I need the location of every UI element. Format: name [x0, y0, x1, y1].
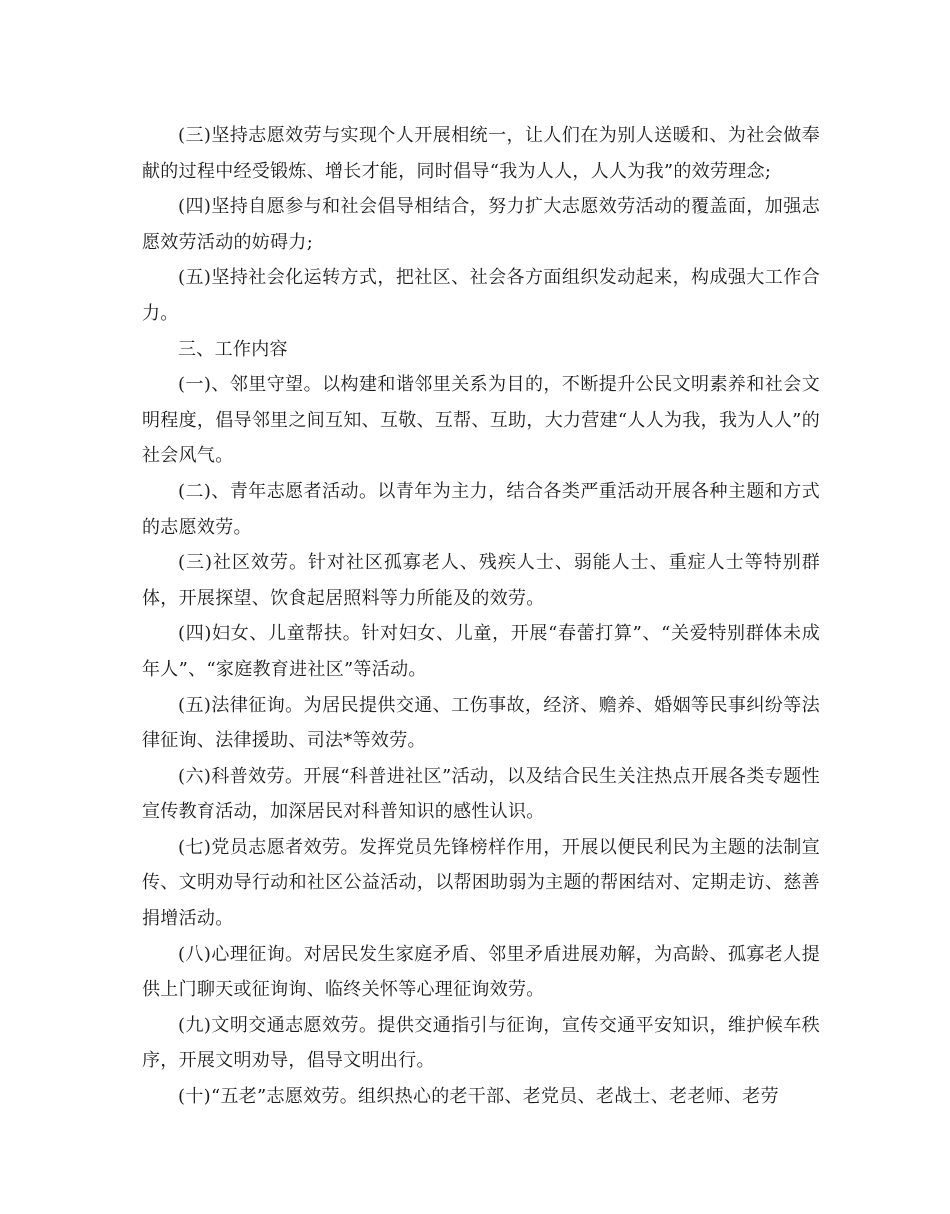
paragraph-item-6: (六)科普效劳。开展“科普进社区”活动，以及结合民生关注热点开展各类专题性宣传教育活动，加深居民对科普知识的感性认识。	[142, 765, 820, 823]
paragraph-item-1: (一)、邻里守望。以构建和谐邻里关系为目的，不断提升公民文明素养和社会文明程度，倡导邻里之间互知、互敬、互帮、互助，大力营建“人人为我，我为人人”的社会风气。	[142, 374, 820, 467]
paragraph-item-10: (十)“五老”志愿效劳。组织热心的老干部、老党员、老战士、老老师、老劳	[178, 1086, 779, 1108]
paragraph-item-3: (三)社区效劳。针对社区孤寡老人、残疾人士、弱能人士、重症人士等特别群体，开展探望、饮食起居照料等力所能及的效劳。	[142, 552, 820, 609]
paragraph-principle-3: (三)坚持志愿效劳与实现个人开展相统一，让人们在为别人送暖和、为社会做奉献的过程中经受锻炼、增长才能，同时倡导“我为人人，人人为我”的效劳理念;	[142, 125, 820, 182]
section-heading-work-content: 三、工作内容	[178, 338, 288, 360]
document-body	[142, 118, 820, 1115]
paragraph-item-7: (七)党员志愿者效劳。发挥党员先锋榜样作用，开展以便民利民为主题的法制宣传、文明劝导行动和社区公益活动，以帮困助弱为主题的帮困结对、定期走访、慈善捐增活动。	[142, 836, 820, 930]
paragraph-item-5: (五)法律征询。为居民提供交通、工伤事故，经济、赡养、婚姻等民事纠纷等法律征询、法律援助、司法*等效劳。	[142, 694, 820, 752]
paragraph-item-4: (四)妇女、儿童帮扶。针对妇女、儿童，开展“春蕾打算”、“关爱特别群体未成年人”、“家庭教育进社区”等活动。	[142, 623, 820, 680]
paragraph-item-9: (九)文明交通志愿效劳。提供交通指引与征询，宣传交通平安知识，维护候车秩序，开展文明劝导，倡导文明出行。	[142, 1014, 820, 1072]
paragraph-principle-5: (五)坚持社会化运转方式，把社区、社会各方面组织发动起来，构成强大工作合力。	[142, 267, 820, 324]
paragraph-item-2: (二)、青年志愿者活动。以青年为主力，结合各类严重活动开展各种主题和方式的志愿效劳。	[142, 480, 820, 538]
paragraph-item-8: (八)心理征询。对居民发生家庭矛盾、邻里矛盾进展劝解，为高龄、孤寡老人提供上门聊天或征询询、临终关怀等心理征询效劳。	[142, 943, 820, 1001]
paragraph-principle-4: (四)坚持自愿参与和社会倡导相结合，努力扩大志愿效劳活动的覆盖面，加强志愿效劳活动的妨碍力;	[142, 196, 820, 253]
